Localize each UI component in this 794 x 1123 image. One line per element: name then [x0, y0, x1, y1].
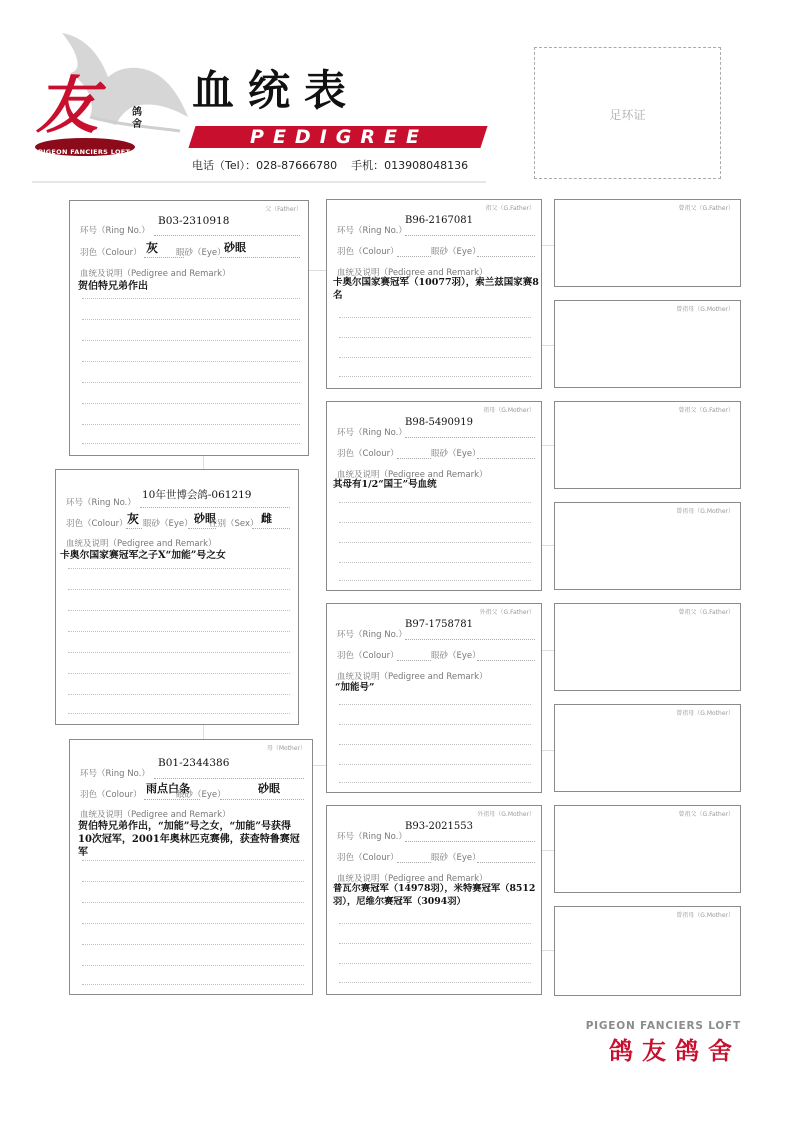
- eye-underline: [477, 660, 535, 661]
- mother-ring-value[interactable]: B01-2344386: [158, 757, 230, 769]
- remark-label: 血统及说明（Pedigree and Remark）: [337, 268, 488, 278]
- mother-colour-value[interactable]: 雨点白条: [146, 782, 190, 795]
- subject-bird-card: [55, 469, 299, 725]
- colour-label: 羽色（Colour）: [66, 519, 128, 529]
- ring-underline: [405, 235, 535, 236]
- ring-underline: [154, 778, 304, 779]
- ring-label: 环号（Ring No.）: [80, 226, 150, 236]
- remark-line: [82, 881, 304, 882]
- great-grandfather-card[interactable]: [554, 805, 741, 893]
- colour-label: 羽色（Colour）: [337, 449, 399, 459]
- connector: [542, 245, 554, 246]
- logo-big-char: 友: [36, 69, 99, 142]
- connector: [542, 545, 554, 546]
- header-divider: [32, 181, 486, 183]
- remark-line: [82, 298, 300, 299]
- connector: [203, 725, 204, 739]
- logo-caption: PIGEON FANCIERS LOFT: [38, 148, 131, 156]
- footer-cn: 鸽友鸽舍: [609, 1037, 741, 1065]
- remark-line: [339, 542, 531, 543]
- connector: [313, 765, 326, 766]
- connector: [542, 950, 554, 951]
- gf-remark[interactable]: 卡奥尔国家赛冠军（10077羽），索兰兹国家赛8名: [333, 277, 539, 301]
- ggp-role-label: 曾祖父（G.Father）: [678, 811, 734, 818]
- ring-label: 环号（Ring No.）: [337, 226, 407, 236]
- ring-underline: [154, 235, 300, 236]
- maternal-grandfather-card: [326, 603, 542, 793]
- mgf-role-label: 外祖父（G.Father）: [479, 609, 535, 616]
- logo-side-chars: 鸽舍: [132, 107, 142, 130]
- colour-label: 羽色（Colour）: [80, 248, 142, 258]
- ring-underline: [405, 437, 535, 438]
- ring-label: 环号（Ring No.）: [80, 769, 150, 779]
- remark-line: [68, 713, 290, 714]
- father-eye-value[interactable]: 砂眼: [224, 241, 246, 254]
- remark-line: [82, 340, 300, 341]
- eye-label: 眼砂（Eye）: [176, 248, 226, 258]
- ggp-role-label: 曾祖母（G.Mother）: [676, 508, 734, 515]
- great-grandmother-card[interactable]: [554, 906, 741, 996]
- great-grandmother-card[interactable]: [554, 502, 741, 590]
- gm-role-label: 祖母（G.Mother）: [483, 407, 535, 414]
- great-grandmother-card[interactable]: [554, 300, 741, 388]
- eye-label: 眼砂（Eye）: [431, 449, 481, 459]
- bird-eye-value[interactable]: 砂眼: [194, 512, 216, 525]
- maternal-grandmother-card: [326, 805, 542, 995]
- eye-underline: [477, 862, 535, 863]
- remark-line: [82, 944, 304, 945]
- remark-line: [339, 764, 531, 765]
- logo: [30, 25, 190, 165]
- remark-label: 血统及说明（Pedigree and Remark）: [337, 672, 488, 682]
- great-grandmother-card[interactable]: [554, 704, 741, 792]
- connector: [542, 345, 554, 346]
- gf-ring-value[interactable]: B96-2167081: [405, 215, 473, 226]
- eye-underline: [220, 257, 300, 258]
- eye-label: 眼砂（Eye）: [431, 247, 481, 257]
- remark-line: [68, 694, 290, 695]
- bird-sex-value[interactable]: 雌: [261, 512, 272, 525]
- ggp-role-label: 曾祖母（G.Mother）: [676, 306, 734, 313]
- paternal-grandfather-card: [326, 199, 542, 389]
- mother-card: [69, 739, 313, 995]
- eye-underline: [477, 256, 535, 257]
- colour-label: 羽色（Colour）: [337, 853, 399, 863]
- remark-line: [68, 589, 290, 590]
- remark-line: [339, 580, 531, 581]
- ggp-role-label: 曾祖父（G.Father）: [678, 407, 734, 414]
- colour-label: 羽色（Colour）: [337, 247, 399, 257]
- remark-label: 血统及说明（Pedigree and Remark）: [337, 874, 488, 884]
- father-ring-value[interactable]: B03-2310918: [158, 215, 230, 227]
- eye-label: 眼砂（Eye）: [431, 651, 481, 661]
- remark-label: 血统及说明（Pedigree and Remark）: [80, 269, 231, 279]
- bird-remark[interactable]: 卡奥尔国家赛冠军之子X“加能”号之女: [60, 550, 226, 561]
- mgm-ring-value[interactable]: B93-2021553: [405, 821, 473, 832]
- colour-underline: [397, 256, 431, 257]
- remark-line: [82, 902, 304, 903]
- remark-line: [339, 337, 531, 338]
- eye-label: 眼砂（Eye）: [143, 519, 193, 529]
- remark-line: [68, 610, 290, 611]
- remark-line: [339, 376, 531, 377]
- great-grandfather-card[interactable]: [554, 401, 741, 489]
- eye-underline: [477, 458, 535, 459]
- remark-line: [82, 382, 300, 383]
- contact-info: 电话（Tel）：028-87666780 手机：013908048136: [192, 159, 469, 172]
- remark-line: [339, 982, 531, 983]
- father-role-label: 父（Father）: [265, 206, 302, 213]
- title-en: PEDIGREE: [250, 126, 428, 148]
- paternal-grandmother-card: [326, 401, 542, 591]
- remark-line: [339, 502, 531, 503]
- remark-line: [339, 357, 531, 358]
- colour-underline: [126, 528, 142, 529]
- remark-line: [82, 965, 304, 966]
- ring-label: 环号（Ring No.）: [337, 832, 407, 842]
- father-remark[interactable]: 贺伯特兄弟作出: [78, 281, 148, 292]
- mother-eye-value[interactable]: 砂眼: [258, 782, 280, 795]
- bird-colour-value[interactable]: 灰: [127, 512, 140, 526]
- remark-line: [339, 744, 531, 745]
- remark-line: [68, 673, 290, 674]
- remark-line: [339, 782, 531, 783]
- mother-role-label: 母（Mother）: [266, 745, 306, 752]
- bird-ring-value[interactable]: 10年世博会鸽-061219: [142, 489, 252, 501]
- ring-label: 环号（Ring No.）: [66, 498, 136, 508]
- remark-line: [339, 704, 531, 705]
- remark-line: [82, 984, 304, 985]
- gm-ring-value[interactable]: B98-5490919: [405, 417, 473, 428]
- great-grandfather-card[interactable]: [554, 603, 741, 691]
- remark-line: [339, 522, 531, 523]
- remark-line: [339, 963, 531, 964]
- colour-label: 羽色（Colour）: [337, 651, 399, 661]
- connector: [542, 850, 554, 851]
- remark-line: [82, 443, 300, 444]
- mgm-remark[interactable]: 普瓦尔赛冠军（14978羽），米特赛冠军（8512羽），尼维尔赛冠军（3094羽）: [333, 883, 536, 907]
- ring-certificate-box[interactable]: [534, 47, 721, 179]
- eye-label: 眼砂（Eye）: [431, 853, 481, 863]
- remark-line: [68, 652, 290, 653]
- colour-label: 羽色（Colour）: [80, 790, 142, 800]
- remark-line: [82, 860, 304, 861]
- connector: [542, 750, 554, 751]
- remark-line: [82, 319, 300, 320]
- ggp-role-label: 曾祖母（G.Mother）: [676, 710, 734, 717]
- remark-label: 血统及说明（Pedigree and Remark）: [337, 470, 488, 480]
- remark-line: [82, 923, 304, 924]
- remark-line: [339, 943, 531, 944]
- mgf-ring-value[interactable]: B97-1758781: [405, 619, 473, 630]
- ring-label: 环号（Ring No.）: [337, 428, 407, 438]
- ring-underline: [405, 639, 535, 640]
- remark-line: [339, 923, 531, 924]
- great-grandfather-card[interactable]: [554, 199, 741, 287]
- gm-remark[interactable]: 其母有1/2“国王”号血统: [333, 479, 437, 490]
- title-cn: 血统表: [192, 66, 361, 115]
- sex-label: 性别（Sex）: [209, 519, 259, 529]
- ring-certificate-label: 足环证: [609, 108, 646, 122]
- mgf-remark[interactable]: “加能号”: [335, 682, 375, 693]
- ring-underline: [140, 507, 290, 508]
- gf-role-label: 祖父（G.Father）: [485, 205, 535, 212]
- ggp-role-label: 曾祖父（G.Father）: [678, 609, 734, 616]
- ggp-role-label: 曾祖父（G.Father）: [678, 205, 734, 212]
- ring-underline: [405, 841, 535, 842]
- remark-line: [339, 562, 531, 563]
- remark-label: 血统及说明（Pedigree and Remark）: [80, 810, 231, 820]
- remark-line: [82, 403, 300, 404]
- sex-underline: [252, 528, 290, 529]
- connector: [542, 650, 554, 651]
- remark-line: [82, 424, 300, 425]
- ggp-role-label: 曾祖母（G.Mother）: [676, 912, 734, 919]
- colour-underline: [397, 458, 431, 459]
- mother-remark[interactable]: 贺伯特兄弟作出，“加能”号之女，“加能”号获得10次冠军，2001年奥林匹克赛佛，获查特鲁赛冠军: [78, 821, 300, 858]
- connector: [309, 270, 326, 271]
- remark-line: [68, 568, 290, 569]
- father-colour-value[interactable]: 灰: [146, 241, 159, 255]
- remark-line: [68, 631, 290, 632]
- father-card: [69, 200, 309, 456]
- remark-line: [339, 724, 531, 725]
- colour-underline: [397, 660, 431, 661]
- remark-line: [339, 317, 531, 318]
- remark-line: [82, 361, 300, 362]
- eye-label: 眼砂（Eye）: [176, 790, 226, 800]
- colour-underline: [397, 862, 431, 863]
- connector: [203, 456, 204, 469]
- eye-underline: [220, 799, 304, 800]
- remark-label: 血统及说明（Pedigree and Remark）: [66, 539, 217, 549]
- mgm-role-label: 外祖母（G.Mother）: [477, 811, 535, 818]
- ring-label: 环号（Ring No.）: [337, 630, 407, 640]
- footer-en: PIGEON FANCIERS LOFT: [585, 1020, 741, 1032]
- connector: [542, 445, 554, 446]
